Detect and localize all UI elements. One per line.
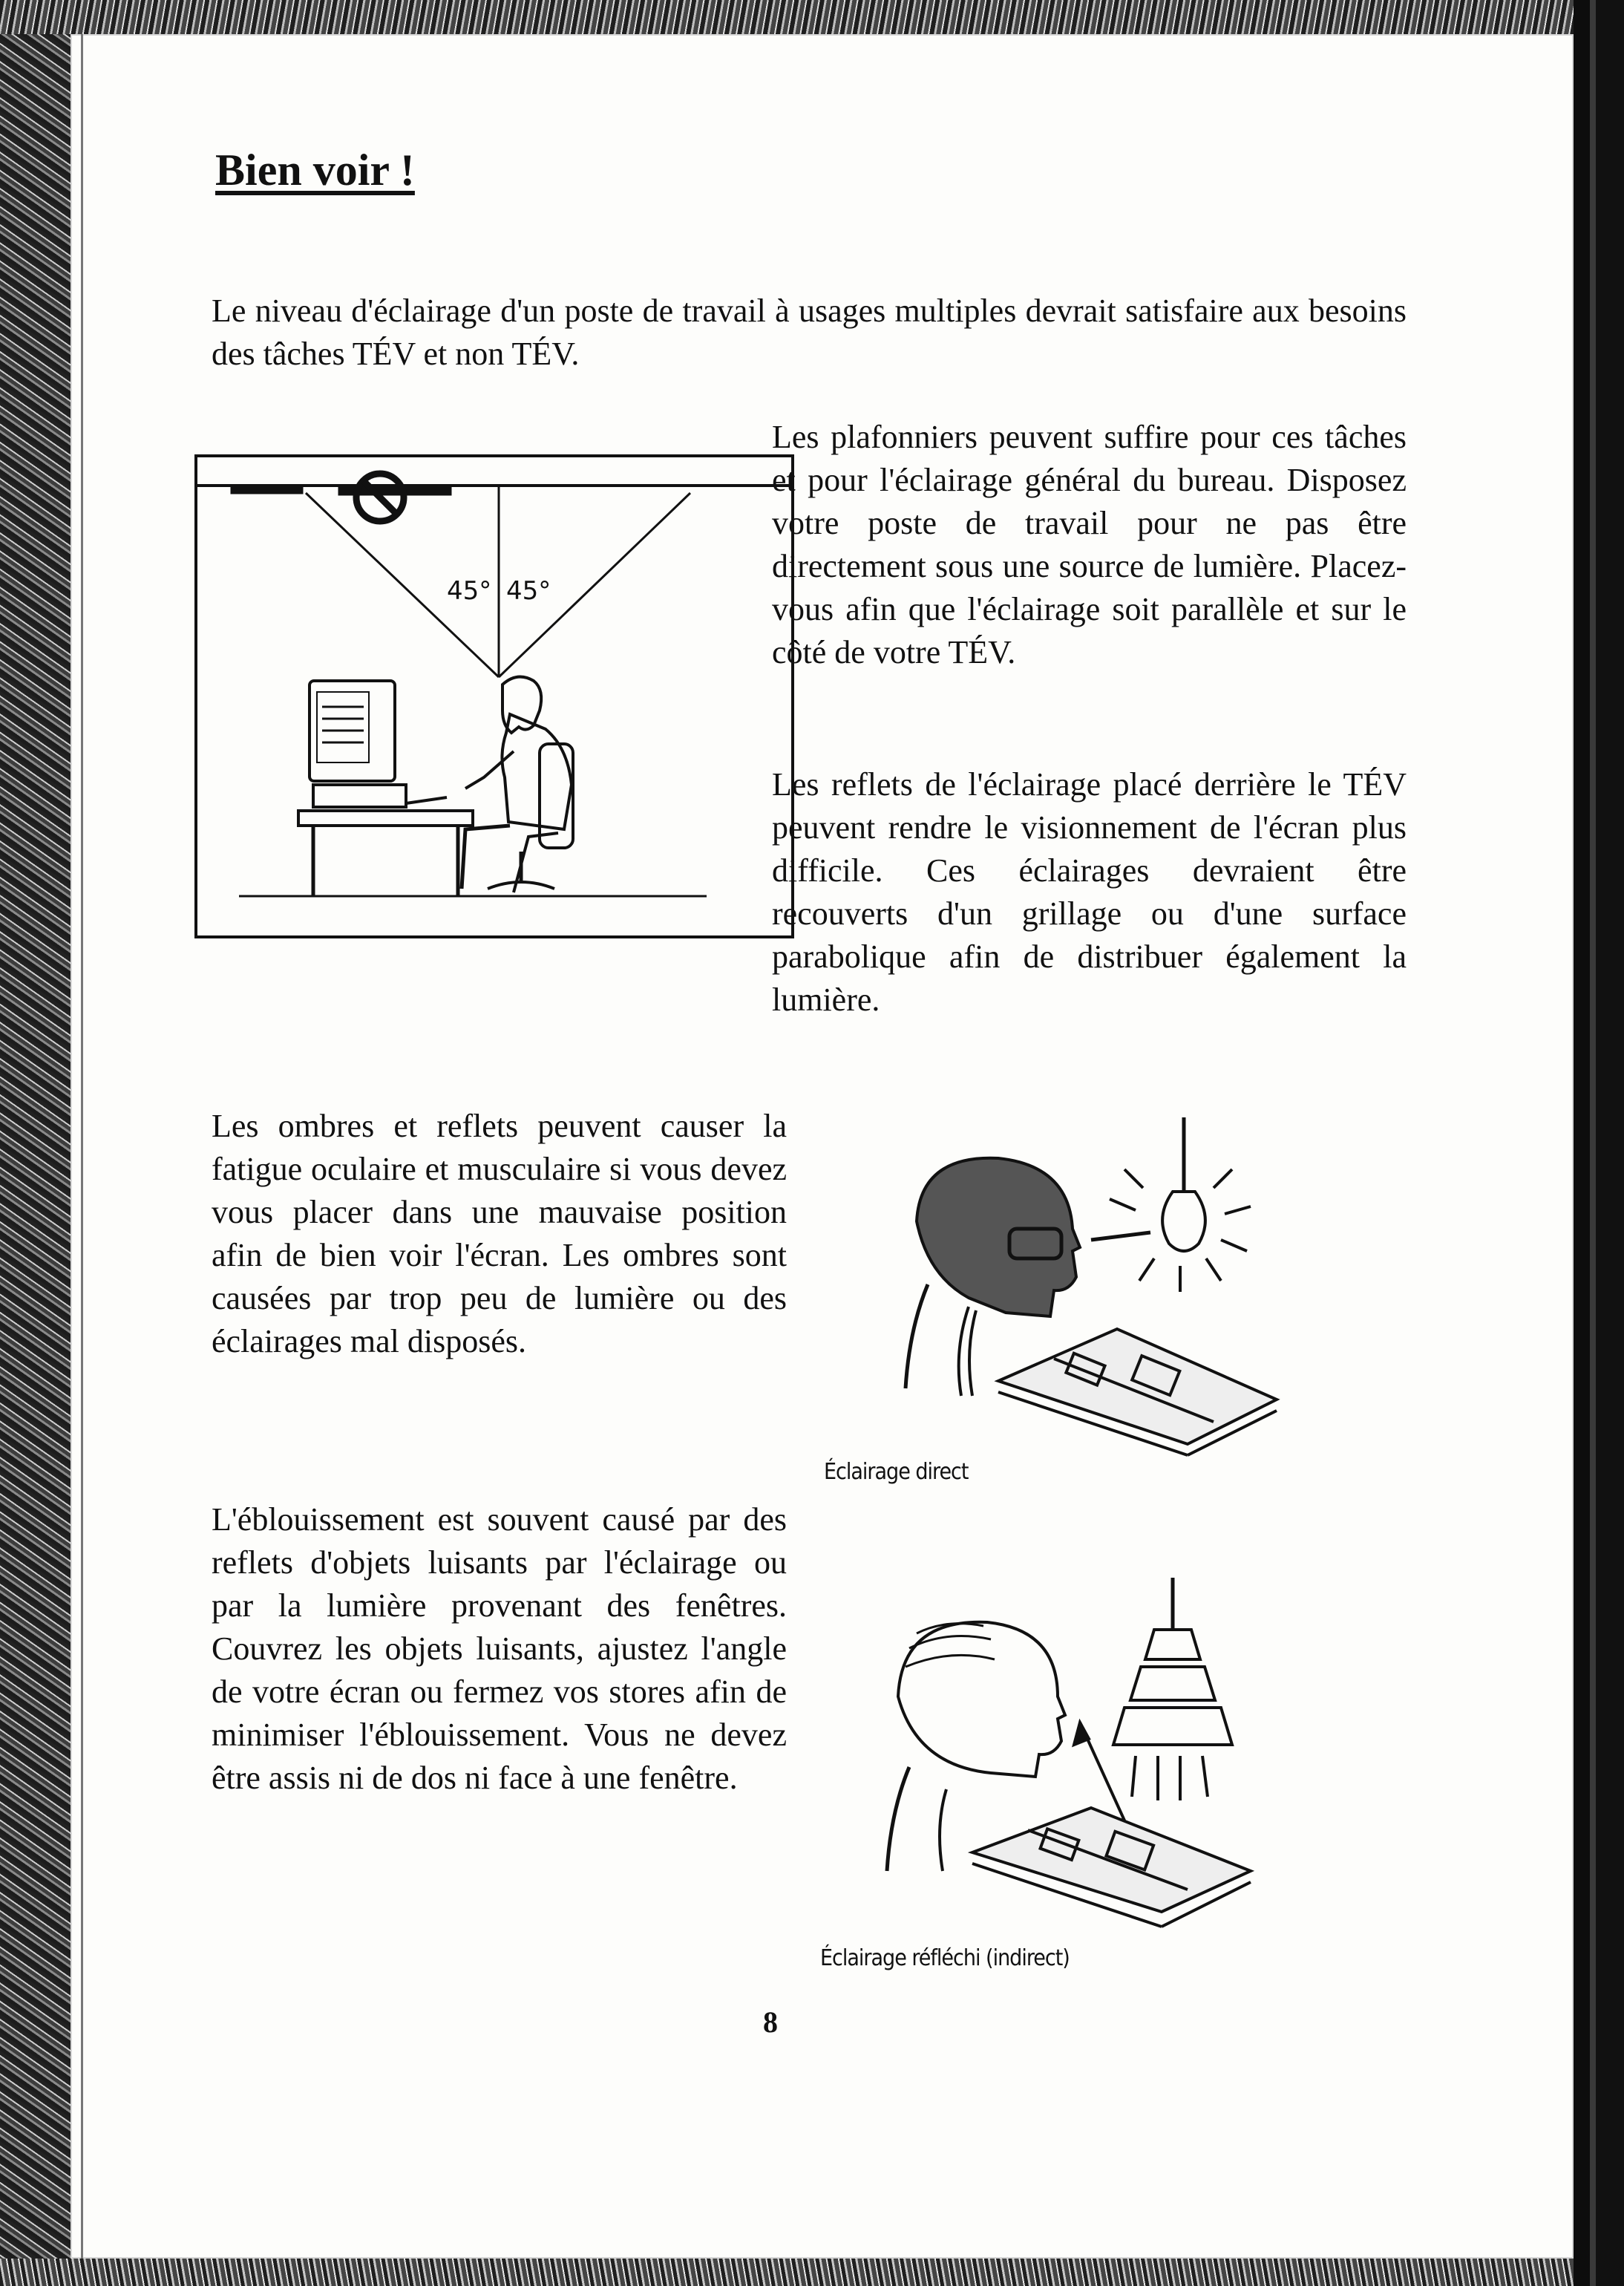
scan-border-bottom <box>0 2259 1624 2286</box>
computer-monitor-icon <box>310 681 447 807</box>
desk-lighting-figure <box>194 454 794 938</box>
indirect-lighting-caption: Éclairage réfléchi (indirect) <box>820 1945 1070 1971</box>
indirect-lighting-figure <box>798 1574 1325 1930</box>
ceiling-lights-paragraph: Les plafonniers peuvent suffire pour ces tâches et pour l'éclairage général du bureau. Disposez votre poste de travail pour ne pas être directement sous une source de lumière. Placez-vous afin que l'éclairage soit parallèle et sur le côté de votre TÉV. <box>772 419 1407 670</box>
desk-icon <box>298 811 473 896</box>
direct-lighting-caption: Éclairage direct <box>824 1459 969 1485</box>
shadows-paragraph: Les ombres et reflets peuvent causer la fatigue oculaire et musculaire si vous devez vous placer dans une mauvaise position afin de bien voir l'écran. Les ombres sont causées par trop peu de lumière ou des éclairages mal disposés. <box>212 1108 787 1359</box>
open-book-icon <box>998 1329 1277 1455</box>
page-number: 8 <box>763 2005 778 2039</box>
seated-person-icon <box>462 677 573 892</box>
glare-paragraph: L'éblouissement est souvent causé par des reflets d'objets luisants par l'éclairage ou par la lumière provenant des fenêtres. Couvrez les objets luisants, ajustez l'angle de votre écran ou fermez vos stores afin de minimiser l'éblouissement. Vous ne devez être assis ni de dos ni face à une fenêtre. <box>212 1501 787 1796</box>
reflections-paragraph: Les reflets de l'éclairage placé derrière le TÉV peuvent rendre le visionnement de l'écran plus difficile. Ces éclairages devraient être recouverts d'un grillage ou d'une surface parabolique afin de distribuer également la lumière. <box>772 766 1407 1018</box>
scan-border-right <box>1574 0 1624 2286</box>
angle-left-label: 45° <box>447 576 492 606</box>
open-book-icon-2 <box>972 1808 1251 1927</box>
direct-lighting-figure <box>809 1106 1343 1481</box>
intro-paragraph: Le niveau d'éclairage d'un poste de travail à usages multiples devrait satisfaire aux besoins des tâches TÉV et non TÉV. <box>212 293 1407 372</box>
page-title: Bien voir ! <box>215 146 415 195</box>
no-entry-icon <box>356 474 404 521</box>
pendant-lamp-icon <box>1113 1630 1232 1800</box>
scan-border-left <box>0 0 71 2286</box>
angle-right-label: 45° <box>506 576 551 606</box>
light-bulb-icon <box>1110 1169 1251 1292</box>
page-edge-line <box>81 34 83 2259</box>
scan-border-top <box>0 0 1624 34</box>
